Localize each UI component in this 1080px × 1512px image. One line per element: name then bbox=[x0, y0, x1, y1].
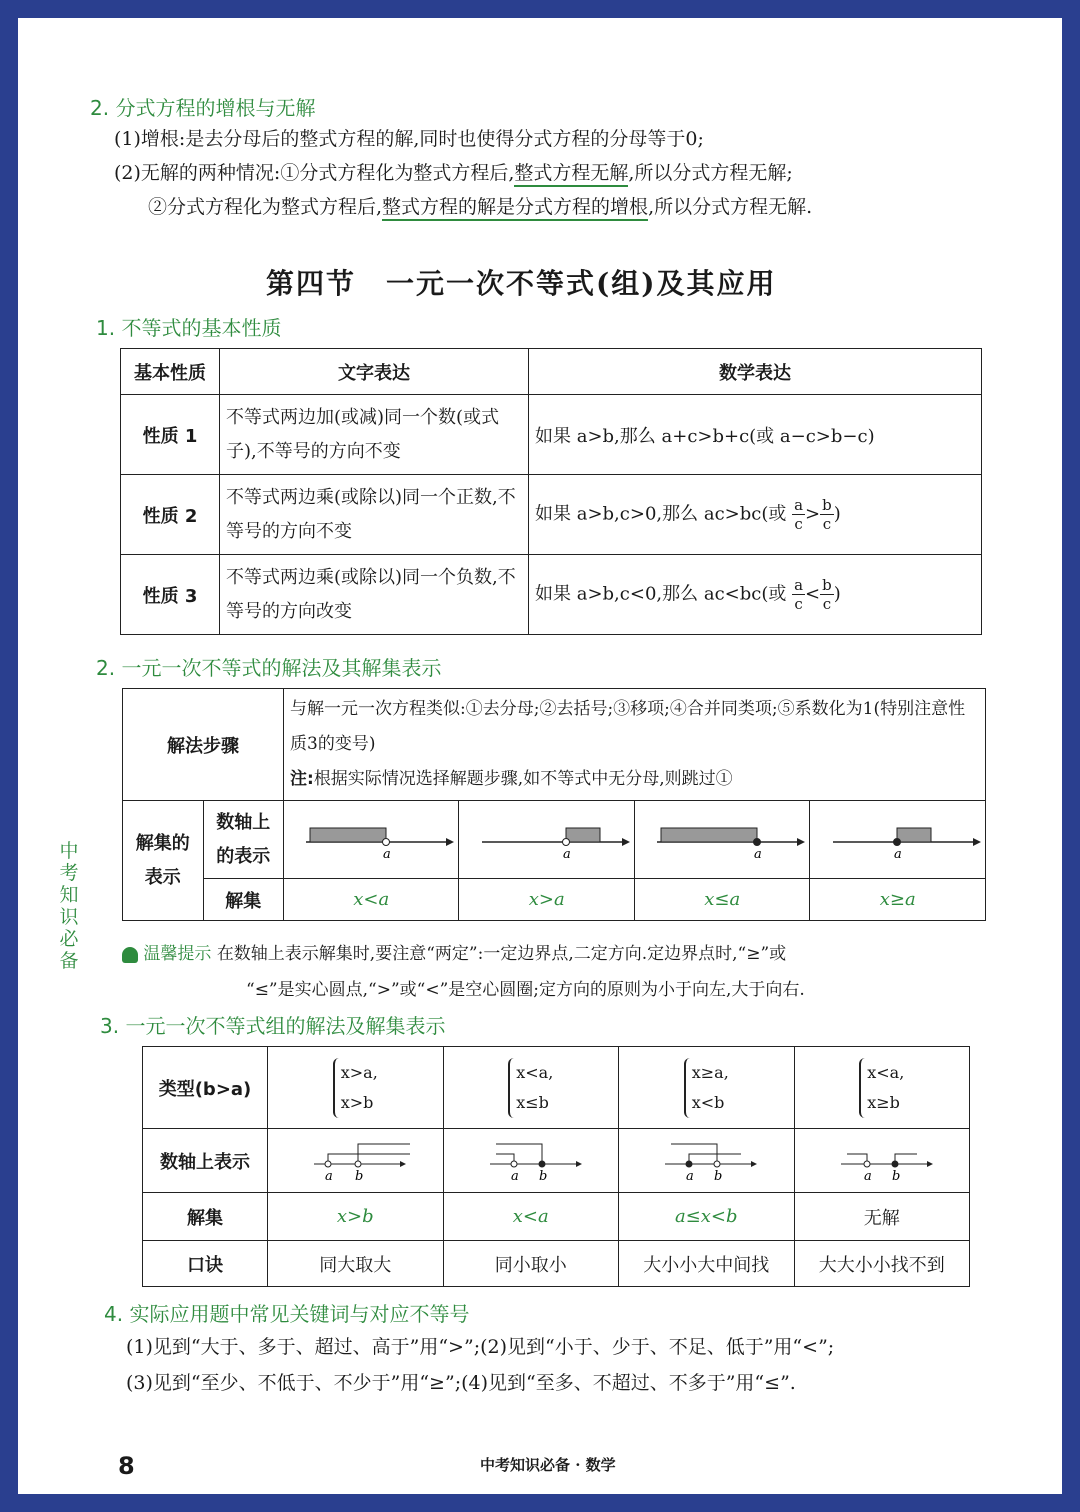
row-label-rhyme: 口诀 bbox=[143, 1241, 268, 1287]
note-text: 根据实际情况选择解题步骤,如不等式中无分母,则跳过① bbox=[313, 769, 733, 789]
system-line: x<a, bbox=[516, 1062, 554, 1082]
lightbulb-icon bbox=[122, 947, 138, 963]
system-brace bbox=[684, 1058, 729, 1118]
rhyme: 同大取大 bbox=[268, 1241, 444, 1287]
axis-b: b bbox=[714, 1169, 723, 1184]
system-number-line bbox=[270, 1130, 440, 1186]
property-name: 性质 2 bbox=[121, 475, 220, 555]
system-solution: 无解 bbox=[794, 1193, 970, 1241]
axis-cell bbox=[284, 801, 459, 879]
system-brace bbox=[508, 1058, 553, 1118]
footer-title: 中考知识必备 · 数学 bbox=[480, 1456, 616, 1474]
header-math: 数学表达 bbox=[529, 349, 982, 395]
page-number: 8 bbox=[118, 1452, 135, 1480]
sidebar-label: 中考知识必备 bbox=[59, 840, 79, 972]
property-text: 不等式两边加(或减)同一个数(或式子),不等号的方向不变 bbox=[220, 395, 529, 475]
fraction bbox=[792, 496, 805, 533]
axis-b: b bbox=[538, 1169, 548, 1184]
property-name: 性质 1 bbox=[121, 395, 220, 475]
system-cell bbox=[619, 1047, 795, 1129]
part1-heading: 1. 不等式的基本性质 bbox=[96, 316, 282, 340]
axis-point: a bbox=[383, 847, 391, 862]
part4-line1: (1)见到“大于、多于、超过、高于”用“>”;(2)见到“小于、少于、不足、低于”用“<”; bbox=[126, 1336, 835, 1358]
axis-point: a bbox=[562, 847, 571, 862]
axis-a: a bbox=[863, 1169, 872, 1184]
set-label: 解集的表示 bbox=[123, 801, 204, 921]
system-table bbox=[142, 1046, 970, 1287]
tip-label: 温馨提示 bbox=[143, 944, 212, 964]
properties-table bbox=[120, 348, 982, 635]
property-text: 不等式两边乘(或除以)同一个负数,不等号的方向改变 bbox=[220, 555, 529, 635]
number-line-left bbox=[286, 802, 456, 872]
header-property: 基本性质 bbox=[121, 349, 220, 395]
page bbox=[18, 18, 1062, 1494]
axis-a: a bbox=[510, 1169, 519, 1184]
axis-cell bbox=[459, 801, 634, 879]
item2-suffix: ,所以分式方程无解; bbox=[628, 162, 793, 184]
system-number-line bbox=[446, 1130, 616, 1186]
system-brace bbox=[333, 1058, 378, 1118]
section2-item1: (1)增根:是去分母后的整式方程的解,同时也使得分式方程的分母等于0; bbox=[114, 128, 704, 150]
system-cell bbox=[443, 1047, 619, 1129]
section2-item3 bbox=[148, 190, 812, 224]
axis-b: b bbox=[891, 1169, 901, 1184]
item2-prefix: (2)无解的两种情况:①分式方程化为整式方程后, bbox=[114, 162, 515, 184]
chapter-title: 第四节 一元一次不等式(组)及其应用 bbox=[266, 267, 777, 300]
fraction bbox=[820, 576, 834, 613]
math-prefix: 如果 a>b,c>0,那么 ac>bc(或 bbox=[535, 503, 787, 525]
rhyme: 大大小小找不到 bbox=[794, 1241, 970, 1287]
system-solution: a≤x<b bbox=[619, 1193, 795, 1241]
steps-text: 与解一元一次方程类似:①去分母;②去括号;③移项;④合并同类项;⑤系数化为1(特别注意性质3的变号) bbox=[290, 699, 966, 754]
note-label: 注: bbox=[290, 769, 314, 789]
system-line: x≥a, bbox=[691, 1062, 729, 1082]
solution: x≤a bbox=[634, 879, 809, 921]
system-line: x<b bbox=[691, 1092, 725, 1112]
axis-cell bbox=[443, 1129, 619, 1193]
axis-cell bbox=[268, 1129, 444, 1193]
tip-block bbox=[122, 936, 786, 972]
system-line: x<a, bbox=[867, 1062, 905, 1082]
fraction bbox=[792, 576, 805, 613]
frac-den: c bbox=[822, 595, 832, 613]
row-label-solution: 解集 bbox=[143, 1193, 268, 1241]
frac-den: c bbox=[794, 515, 803, 533]
tip-line1: 在数轴上表示解集时,要注意“两定”:一定边界点,二定方向.定边界点时,“≥”或 bbox=[216, 944, 787, 964]
fraction bbox=[820, 496, 834, 533]
axis-b: b bbox=[355, 1169, 364, 1184]
number-line-right bbox=[462, 802, 632, 872]
number-line-left-closed bbox=[637, 802, 807, 872]
system-solution: x<a bbox=[443, 1193, 619, 1241]
table-row bbox=[121, 475, 982, 555]
table-row bbox=[121, 555, 982, 635]
axis-cell bbox=[634, 801, 809, 879]
math-suffix: ) bbox=[833, 583, 841, 605]
number-line-right-closed bbox=[813, 802, 983, 872]
row-label-axis: 数轴上表示 bbox=[143, 1129, 268, 1193]
axis-a: a bbox=[325, 1169, 334, 1184]
axis-a: a bbox=[686, 1169, 695, 1184]
item3-prefix: ②分式方程化为整式方程后, bbox=[148, 196, 383, 218]
solution: x<a bbox=[284, 879, 459, 921]
system-number-line bbox=[797, 1130, 967, 1186]
system-line: x≤b bbox=[516, 1092, 549, 1112]
system-line: x>a, bbox=[340, 1062, 378, 1082]
rhyme: 同小取小 bbox=[443, 1241, 619, 1287]
steps-label: 解法步骤 bbox=[123, 689, 284, 801]
header-text: 文字表达 bbox=[220, 349, 529, 395]
property-math bbox=[529, 475, 982, 555]
rhyme: 大小小大中间找 bbox=[619, 1241, 795, 1287]
frac-den: c bbox=[794, 595, 803, 613]
part4-line2: (3)见到“至少、不低于、不少于”用“≥”;(4)见到“至多、不超过、不多于”用“≤”. bbox=[126, 1372, 796, 1394]
solution-label: 解集 bbox=[203, 879, 284, 921]
system-brace bbox=[859, 1058, 904, 1118]
item3-underline: 整式方程的解是分式方程的增根 bbox=[382, 196, 648, 221]
math-suffix: ) bbox=[833, 503, 841, 525]
axis-point: a bbox=[893, 847, 902, 862]
item2-underline: 整式方程无解 bbox=[514, 162, 628, 187]
axis-label: 数轴上的表示 bbox=[203, 801, 284, 879]
axis-cell bbox=[794, 1129, 970, 1193]
system-line: x≥b bbox=[867, 1092, 900, 1112]
frac-num: a bbox=[794, 576, 804, 594]
section2-item2 bbox=[114, 156, 793, 190]
system-cell bbox=[268, 1047, 444, 1129]
part3-heading: 3. 一元一次不等式组的解法及解集表示 bbox=[100, 1014, 446, 1038]
solution: x>a bbox=[459, 879, 634, 921]
relation: > bbox=[805, 503, 821, 525]
property-name: 性质 3 bbox=[121, 555, 220, 635]
system-line: x>b bbox=[340, 1092, 374, 1112]
item3-suffix: ,所以分式方程无解. bbox=[648, 196, 813, 218]
row-label-type: 类型(b>a) bbox=[143, 1047, 268, 1129]
tip-line2: “≤”是实心圆点,“>”或“<”是空心圆圈;定方向的原则为小于向左,大于向右. bbox=[246, 980, 805, 1000]
solution: x≥a bbox=[810, 879, 986, 921]
property-math bbox=[529, 555, 982, 635]
relation: < bbox=[805, 583, 821, 605]
property-text: 不等式两边乘(或除以)同一个正数,不等号的方向不变 bbox=[220, 475, 529, 555]
section2-heading: 2. 分式方程的增根与无解 bbox=[90, 96, 316, 120]
system-cell bbox=[794, 1047, 970, 1129]
frac-den: c bbox=[822, 515, 832, 533]
system-solution: x>b bbox=[268, 1193, 444, 1241]
frac-num: b bbox=[822, 576, 832, 594]
table-row bbox=[121, 395, 982, 475]
frac-num: a bbox=[794, 496, 804, 514]
axis-cell bbox=[619, 1129, 795, 1193]
system-number-line bbox=[621, 1130, 791, 1186]
solve-table bbox=[122, 688, 986, 921]
frac-num: b bbox=[822, 496, 832, 514]
axis-point: a bbox=[754, 847, 762, 862]
part2-heading: 2. 一元一次不等式的解法及其解集表示 bbox=[96, 656, 442, 680]
math-prefix: 如果 a>b,c<0,那么 ac<bc(或 bbox=[535, 583, 787, 605]
steps-cell bbox=[284, 689, 986, 801]
property-math: 如果 a>b,那么 a+c>b+c(或 a−c>b−c) bbox=[529, 395, 982, 475]
axis-cell bbox=[810, 801, 986, 879]
part4-heading: 4. 实际应用题中常见关键词与对应不等号 bbox=[104, 1302, 470, 1326]
